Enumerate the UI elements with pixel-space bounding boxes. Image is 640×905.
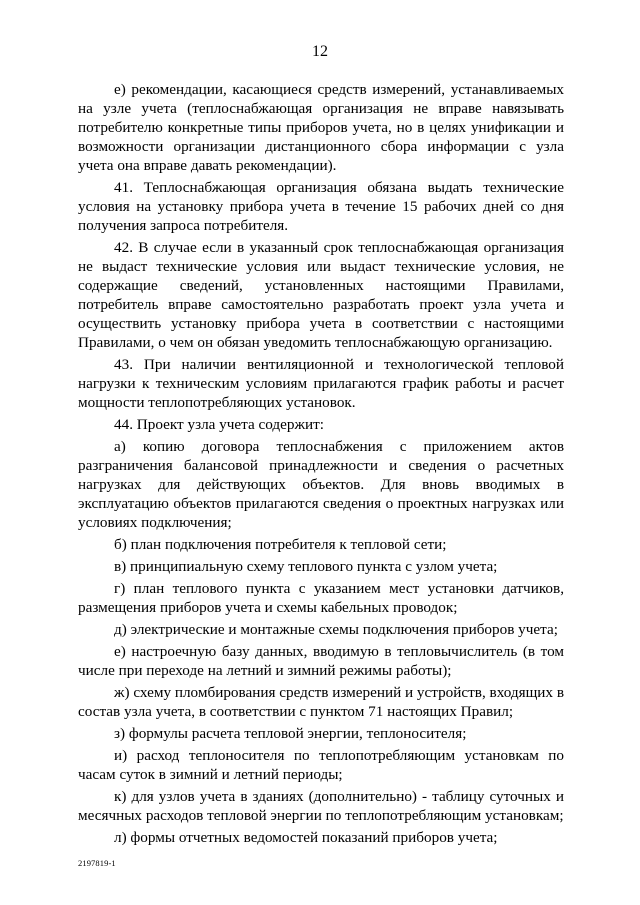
list-item-l: л) формы отчетных ведомостей показаний приборов учета; bbox=[114, 829, 498, 846]
paragraph-recommendations: е) рекомендации, касающиеся средств измерений, устанавливаемых на узле учета (теплоснабжающая организация не вправе навязывать потребителю конкретные типы приборов учета, но в целях унификации и возможности организации дистанционного сбора информации с узла учета она вправе давать рекомендации). bbox=[78, 81, 564, 174]
list-item-zh: ж) схему пломбирования средств измерений и устройств, входящих в состав узла учета, в соответствии с пунктом 71 настоящих Правил; bbox=[78, 684, 564, 720]
paragraph-41: 41. Теплоснабжающая организация обязана выдать технические условия на установку прибора учета в течение 15 рабочих дней со дня получения запроса потребителя. bbox=[78, 179, 564, 234]
list-item-b: б) план подключения потребителя к тепловой сети; bbox=[114, 536, 447, 553]
list-item-g: г) план теплового пункта с указанием мест установки датчиков, размещения приборов учета и схемы кабельных проводок; bbox=[78, 580, 564, 616]
paragraph-44: 44. Проект узла учета содержит: bbox=[114, 416, 324, 433]
paragraph-42: 42. В случае если в указанный срок теплоснабжающая организация не выдаст технические условия или выдаст технические условия, не содержащие сведений, установленных настоящими Правилами, потребитель вправе самостоятельно разработать проект узла учета и осуществить установку прибора учета в соответствии с настоящими Правилами, о чем он обязан уведомить теплоснабжающую организацию. bbox=[78, 239, 564, 351]
list-item-z: з) формулы расчета тепловой энергии, теплоносителя; bbox=[114, 725, 467, 742]
list-item-k: к) для узлов учета в зданиях (дополнительно) - таблицу суточных и месячных расходов тепловой энергии по теплопотребляющим установкам; bbox=[78, 788, 564, 824]
list-item-d: д) электрические и монтажные схемы подключения приборов учета; bbox=[114, 621, 558, 638]
list-item-i: и) расход теплоносителя по теплопотребляющим установкам по часам суток в зимний и летний периоды; bbox=[78, 747, 564, 783]
page-number: 12 bbox=[312, 43, 328, 60]
list-item-v: в) принципиальную схему теплового пункта с узлом учета; bbox=[114, 558, 498, 575]
list-item-e: е) настроечную базу данных, вводимую в тепловычислитель (в том числе при переходе на летний и зимний режимы работы); bbox=[78, 643, 564, 679]
list-item-a: а) копию договора теплоснабжения с приложением актов разграничения балансовой принадлежности и сведения о расчетных нагрузках для действующих объектов. Для вновь вводимых в эксплуатацию объектов прилагаются сведения о проектных нагрузках или условиях подключения; bbox=[78, 438, 564, 531]
document-body bbox=[78, 80, 564, 850]
document-code: 2197819-1 bbox=[78, 858, 116, 868]
paragraph-43: 43. При наличии вентиляционной и технологической тепловой нагрузки к техническим условиям прилагаются график работы и расчет мощности теплопотребляющих установок. bbox=[78, 356, 564, 411]
